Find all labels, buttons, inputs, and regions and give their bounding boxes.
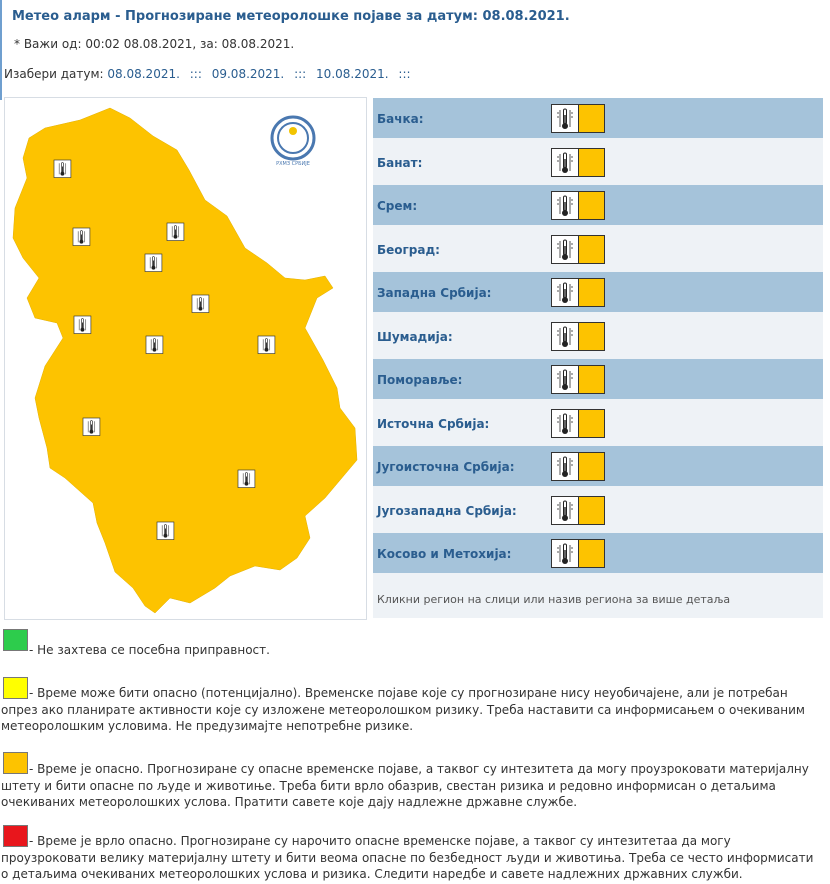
region-row[interactable] (373, 403, 823, 443)
thermometer-icon (552, 410, 579, 437)
page-title: Метео аларм - Прогнозиране метеоролошке појаве за датум: 08.08.2021. (12, 9, 570, 24)
map-thermometer-icon[interactable] (167, 223, 184, 241)
alert-level-color (579, 105, 604, 132)
alert-level-color (579, 453, 604, 480)
map-logo (272, 117, 314, 167)
alert-level-widget[interactable] (551, 409, 605, 438)
map-thermometer-icon[interactable] (74, 316, 91, 334)
map-thermometer-icon[interactable] (83, 418, 100, 436)
map-thermometer-icon[interactable] (192, 295, 209, 313)
alert-level-widget[interactable] (551, 148, 605, 177)
alert-level-color (579, 323, 604, 350)
region-row[interactable] (373, 490, 823, 530)
alert-level-color (579, 236, 604, 263)
region-name-link[interactable]: Шумадија: (377, 329, 453, 344)
date-separator: ::: (294, 67, 307, 81)
map-logo-sun (289, 127, 297, 135)
region-name-link[interactable]: Југоисточна Србија: (377, 460, 515, 474)
alert-level-color (579, 192, 604, 219)
thermometer-icon (552, 453, 579, 480)
map-thermometer-icon[interactable] (238, 470, 255, 488)
map-thermometer-icon[interactable] (54, 160, 71, 178)
region-row[interactable] (373, 98, 823, 138)
alert-level-color (579, 366, 604, 393)
thermometer-icon (552, 323, 579, 350)
region-row[interactable] (373, 316, 823, 356)
region-name-link[interactable]: Банат: (377, 155, 423, 170)
alert-level-color (579, 540, 604, 567)
alert-level-color (579, 410, 604, 437)
date-link-3[interactable]: 10.08.2021. (316, 67, 389, 81)
serbia-map[interactable] (4, 97, 367, 620)
region-name-link[interactable]: Југозападна Србија: (377, 503, 517, 518)
region-table (373, 98, 823, 618)
alert-level-widget[interactable] (551, 452, 605, 481)
alert-level-color (579, 497, 604, 524)
thermometer-icon (552, 236, 579, 263)
region-name-link[interactable]: Косово и Метохија: (377, 547, 512, 561)
map-logo-text: РХМЗ СРБИЈЕ (276, 161, 310, 167)
alert-level-widget[interactable] (551, 365, 605, 394)
map-thermometer-icon[interactable] (73, 228, 90, 246)
map-thermometer-icon[interactable] (258, 336, 275, 354)
date-selector-label: Изабери датум: (4, 67, 104, 81)
alert-level-widget[interactable] (551, 322, 605, 351)
thermometer-icon (552, 105, 579, 132)
serbia-map-svg[interactable] (5, 98, 366, 619)
map-thermometer-icon[interactable] (145, 254, 162, 272)
region-row[interactable] (373, 272, 823, 312)
region-name-link[interactable]: Западна Србија: (377, 286, 492, 300)
thermometer-icon (552, 497, 579, 524)
alert-level-color (579, 149, 604, 176)
alert-level-widget[interactable] (551, 104, 605, 133)
alert-level-widget[interactable] (551, 191, 605, 220)
region-name-link[interactable]: Источна Србија: (377, 416, 490, 431)
alert-level-widget[interactable] (551, 235, 605, 264)
legend-description: - Време је врло опасно. Прогнозиране су нарочито опасне временске појаве, а таквог су интезитетаа да могу проузроковати велику материјалну штету и бити веома опасне по безбедност људи и животиња. Треба се често информисати о детаљима очекиваних метеоролошких услова и ризика. Следити наредбе и савете надлежних државних служби. (1, 834, 814, 881)
region-name-link[interactable]: Београд: (377, 242, 440, 257)
alert-level-color (579, 279, 604, 306)
region-row[interactable] (373, 229, 823, 269)
thermometer-icon (552, 366, 579, 393)
date-link-2[interactable]: 09.08.2021. (211, 67, 285, 81)
map-thermometer-icon[interactable] (157, 522, 174, 540)
region-row[interactable] (373, 446, 823, 486)
hint-text: Кликни регион на слици или назив региона за више детаља (377, 593, 731, 606)
alert-level-widget[interactable] (551, 539, 605, 568)
thermometer-icon (552, 192, 579, 219)
region-row[interactable] (373, 533, 823, 573)
alert-level-widget[interactable] (551, 496, 605, 525)
map-thermometer-icon[interactable] (146, 336, 163, 354)
region-row[interactable] (373, 142, 823, 182)
page-left-accent (0, 0, 2, 100)
region-name-link[interactable]: Срем: (377, 199, 418, 213)
legend-description: - Време може бити опасно (потенцијално). Временске појаве које су прогнозиране нису неуобичајене, али је потребан опрез ако планирате активности које су изложене метеоролошком ризику. Треба наставити са информисањем о очекиваним метеоролошким условима. Не предузимајте непотребне ризике. (1, 686, 805, 733)
legend-description: - Не захтева се посебна приправност. (29, 643, 270, 657)
date-separator: ::: (398, 67, 411, 81)
legend-description: - Време је опасно. Прогнозиране су опасне временске појаве, а таквог су интезитета да могу проузроковати материјалну штету и бити опасне по људе и животиње. Треба бити врло обазрив, свестан ризика и редовно информисан о детаљима очекиваних метеоролошких услова. Пратити савете које дају надлежне државне службе. (1, 762, 809, 809)
serbia-region-shape[interactable] (13, 108, 357, 613)
region-row[interactable] (373, 359, 823, 399)
alert-level-widget[interactable] (551, 278, 605, 307)
region-row[interactable] (373, 185, 823, 225)
date-selector (4, 67, 417, 81)
thermometer-icon (552, 279, 579, 306)
thermometer-icon (552, 149, 579, 176)
date-link-1[interactable]: 08.08.2021. (107, 67, 180, 81)
date-separator: ::: (189, 67, 202, 81)
thermometer-icon (552, 540, 579, 567)
validity-text: * Важи од: 00:02 08.08.2021, за: 08.08.2021. (14, 37, 295, 51)
region-name-link[interactable]: Бачка: (377, 112, 424, 126)
region-name-link[interactable]: Поморавље: (377, 373, 463, 387)
